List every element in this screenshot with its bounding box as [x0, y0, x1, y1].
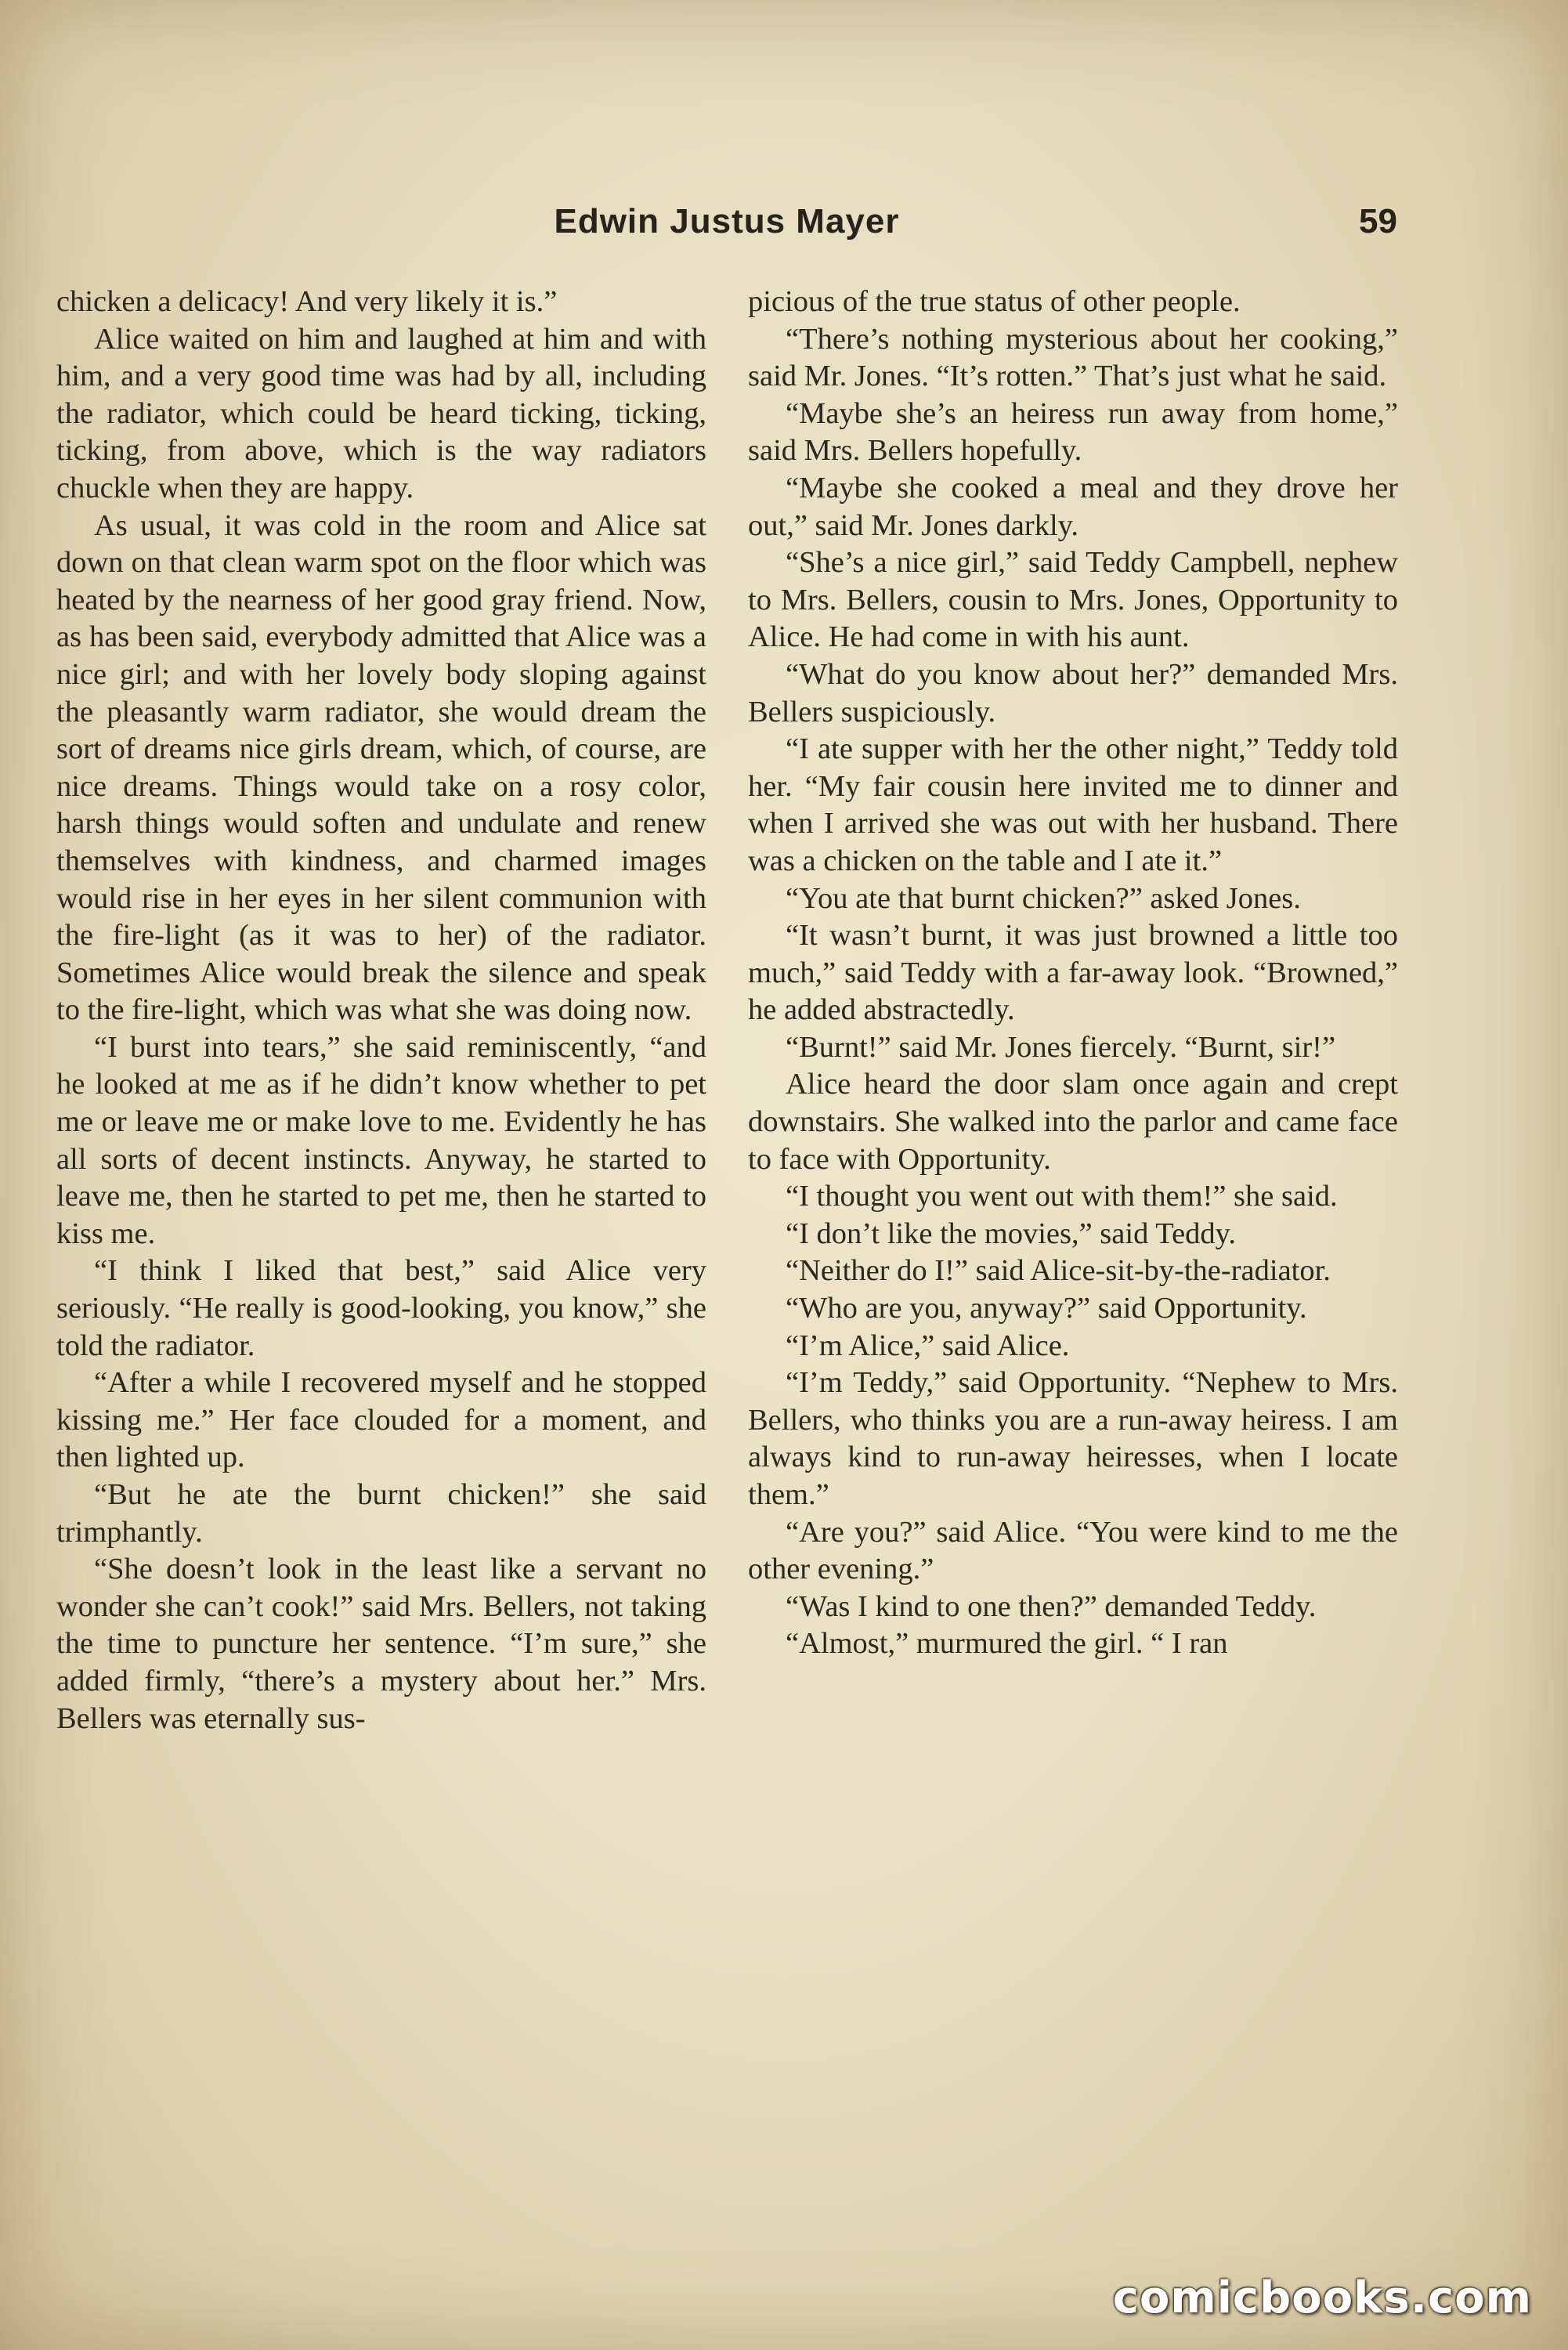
paragraph: picious of the true status of other people.: [748, 285, 1241, 318]
paragraph: “Almost,” murmured the girl. “ I ran: [786, 1627, 1228, 1661]
paragraph: “I thought you went out with them!” she said.: [786, 1180, 1338, 1213]
paragraph: “I ate supper with her the other night,” Teddy told her. “My fair cousin here invited me to dinner and when I arrived she was out with her husband. There was a chicken on the table and I ate it.”: [748, 732, 1398, 877]
page-number: 59: [1359, 202, 1397, 240]
right-column: [748, 284, 1398, 1663]
paragraph: “I’m Teddy,” said Opportunity. “Nephew to Mrs. Bellers, who thinks you are a run-away heiress. I am always kind to run-away heiresses, when I locate them.”: [748, 1366, 1398, 1511]
paragraph: “She’s a nice girl,” said Teddy Campbell, nephew to Mrs. Bellers, cousin to Mrs. Jones, Opportunity to Alice. He had come in with his aunt.: [748, 546, 1398, 654]
paragraph: “You ate that burnt chicken?” asked Jones.: [786, 881, 1301, 915]
running-title: Edwin Justus Mayer: [554, 202, 900, 240]
paragraph: “Burnt!” said Mr. Jones fiercely. “Burnt, sir!”: [786, 1030, 1336, 1064]
page-header: [56, 202, 1397, 257]
paragraph: “Maybe she’s an heiress run away from home,” said Mrs. Bellers hopefully.: [748, 396, 1398, 468]
paragraph: “Was I kind to one then?” demanded Teddy.: [786, 1589, 1317, 1623]
paragraph: As usual, it was cold in the room and Alice sat down on that clean warm spot on the floor which was heated by the nearness of her good gray friend. Now, as has been said, everybody admitted that Alice was a nice girl; and with her lovely body sloping against the pleasantly warm radiator, she would dream the sort of dreams nice girls dream, which, of course, are nice dreams. Things would take on a rosy color, harsh things would soften and undulate and renew themselves with kindness, and charmed images would rise in her eyes in her silent communion with the fire-light (as it was to her) of the radiator. Sometimes Alice would break the silence and speak to the fire-light, which was what she was doing now.: [56, 508, 706, 1027]
paragraph: “What do you know about her?” demanded Mrs. Bellers suspiciously.: [748, 657, 1398, 728]
paragraph: “I’m Alice,” said Alice.: [786, 1329, 1070, 1362]
paragraph: “She doesn’t look in the least like a servant no wonder she can’t cook!” said Mrs. Bellers, not taking the time to puncture her sentence. “I’m sure,” she added firmly, “there’s a mystery about her.” Mrs. Bellers was eternally sus-: [56, 1553, 706, 1735]
paragraph: “It wasn’t burnt, it was just browned a little too much,” said Teddy with a far-away look. “Browned,” he added abstractedly.: [748, 919, 1398, 1027]
paragraph: “I think I liked that best,” said Alice very seriously. “He really is good-looking, you know,” she told the radiator.: [56, 1254, 706, 1362]
paragraph: “I burst into tears,” she said reminiscently, “and he looked at me as if he didn’t know whether to pet me or leave me or make love to me. Evidently he has all sorts of decent instincts. Anyway, he started to leave me, then he started to pet me, then he started to kiss me.: [56, 1030, 706, 1250]
paragraph: “Maybe she cooked a meal and they drove her out,” said Mr. Jones darkly.: [748, 471, 1398, 542]
paragraph: “Who are you, anyway?” said Opportunity.: [786, 1292, 1307, 1325]
watermark: comicbooks.com: [1112, 2272, 1532, 2323]
paragraph: “Are you?” said Alice. “You were kind to me the other evening.”: [748, 1515, 1398, 1586]
paragraph: chicken a delicacy! And very likely it is.”: [56, 285, 558, 318]
paragraph: “After a while I recovered myself and he stopped kissing me.” Her face clouded for a moment, and then lighted up.: [56, 1366, 706, 1474]
paragraph: Alice heard the door slam once again and crept downstairs. She walked into the parlor and came face to face with Opportunity.: [748, 1068, 1398, 1176]
paragraph: “There’s nothing mysterious about her cooking,” said Mr. Jones. “It’s rotten.” That’s just what he said.: [748, 322, 1398, 393]
left-column: [56, 284, 706, 1737]
paragraph: “I don’t like the movies,” said Teddy.: [786, 1217, 1237, 1250]
paragraph: “Neither do I!” said Alice-sit-by-the-radiator.: [786, 1254, 1331, 1288]
paragraph: “But he ate the burnt chicken!” she said trimphantly.: [56, 1478, 706, 1549]
paragraph: Alice waited on him and laughed at him and with him, and a very good time was had by all, including the radiator, which could be heard ticking, ticking, ticking, from above, which is the way radiators chuckle when they are happy.: [56, 322, 706, 504]
